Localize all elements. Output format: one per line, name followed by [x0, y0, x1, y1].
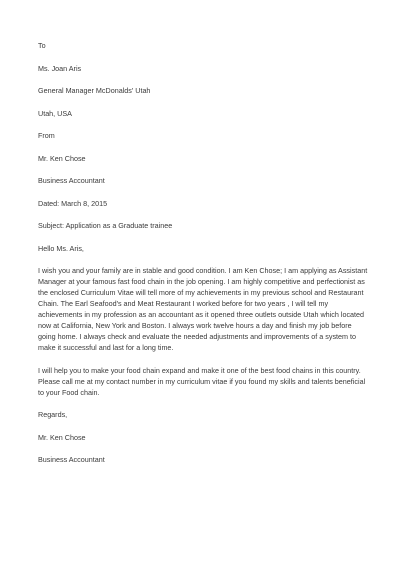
date-line: Dated: March 8, 2015 [38, 198, 108, 208]
paragraph-line: Manager at your famous fast food chain in the job opening. I am highly competitive and perfectionist as [38, 277, 365, 286]
closing: Regards, [38, 410, 68, 419]
paragraph-line: now at California, New York and Boston. I always work twelve hours a day and finish my job before [38, 321, 352, 330]
paragraph-line: to your Food chain. [38, 387, 100, 397]
paragraph-line: Please call me at my contact number in my curriculum vitae if you found my skills and talents beneficial [38, 376, 366, 386]
to-label: To [38, 41, 46, 50]
paragraph-line: achievements in my profession as an accountant as it opened three outlets outside Utah which located [38, 310, 365, 319]
signature-title: Business Accountant [38, 455, 105, 464]
paragraph-line: Chain. The Earl Seafood's and Meat Restaurant I worked before for two years , I will tell my [38, 299, 329, 308]
sender-title: Business Accountant [38, 176, 105, 185]
letter-body [38, 40, 368, 477]
subject-line: Subject: Application as a Graduate trainee [38, 221, 173, 230]
recipient-title: General Manager McDonalds' Utah [38, 86, 151, 95]
recipient-name: Ms. Joan Aris [38, 63, 82, 73]
body-paragraph-2 [38, 365, 368, 398]
recipient-location: Utah, USA [38, 108, 72, 118]
paragraph-line: going home. I always check and evaluate the needed adjustments and improvements of a system to [38, 332, 357, 341]
salutation: Hello Ms. Aris, [38, 243, 84, 253]
sender-name: Mr. Ken Chose [38, 153, 86, 163]
paragraph-line: I will help you to make your food chain expand and make it one of the best food chains in this country. [38, 365, 361, 375]
paragraph-line: make it successful and last for a long time. [38, 343, 174, 352]
signature-name: Mr. Ken Chose [38, 432, 86, 442]
paragraph-line: the enclosed Curriculum Vitae will tell more of my achievements in my previous school and Restaurant [38, 288, 364, 297]
paragraph-line: I wish you and your family are in stable and good condition. I am Ken Chose; I am applying as Assistant [38, 266, 368, 275]
from-label: From [38, 131, 55, 140]
body-paragraph-1 [38, 265, 368, 353]
